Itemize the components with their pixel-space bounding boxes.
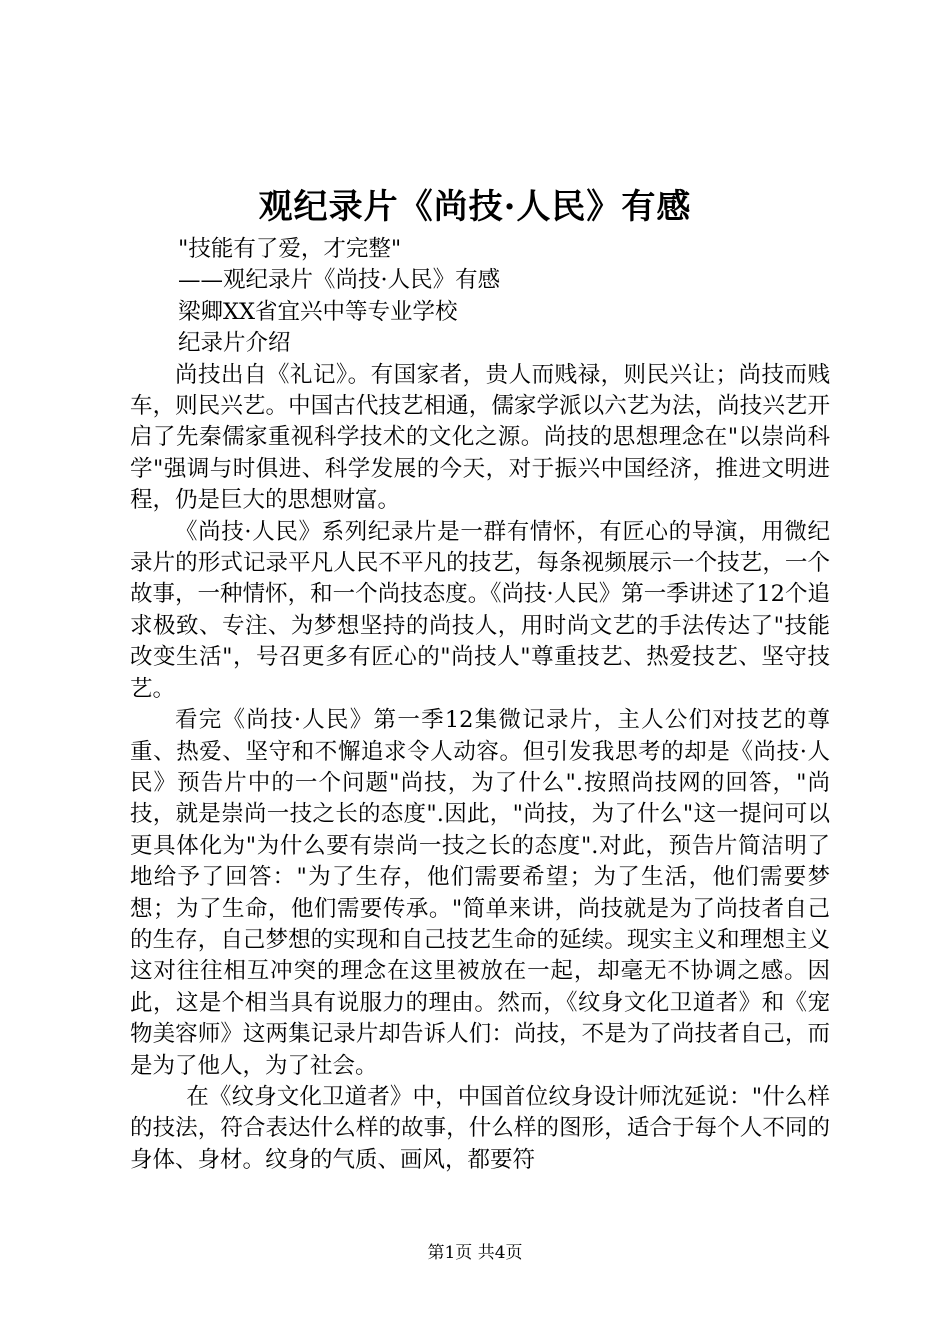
paragraph-3: 看完《尚技·人民》第一季12集微记录片，主人公们对技艺的尊重、热爱、坚守和不懈追求令人动容。但引发我思考的却是《尚技·人民》预告片中的一个问题"尚技，为了什么".按照尚技网的回答，"尚技，就是崇尚一技之长的态度".因此，"尚技，为了什么"这一提问可以更具体化为"为什么要有崇尚一技之长的态度".对此，预告片简洁明了地给予了回答："为了生存，他们需要希望；为了生活，他们需要梦想；为了生命，他们需要传承。"简单来讲，尚技就是为了尚技者自己的生存，自己梦想的实现和自己技艺生命的延续。现实主义和理想主义这对往往相互冲突的理念在这里被放在一起，却毫无不协调之感。因此，这是个相当具有说服力的理由。然而，《纹身文化卫道者》和《宠物美容师》这两集记录片却告诉人们：尚技，不是为了尚技者自己，而是为了他人，为了社会。	[130, 707, 830, 1079]
page-footer: 第1页 共4页	[427, 1243, 523, 1263]
paragraph-1: 尚技出自《礼记》。有国家者，贵人而贱禄，则民兴让；尚技而贱车，则民兴艺。中国古代技艺相通，儒家学派以六艺为法，尚技兴艺开启了先秦儒家重视科学技术的文化之源。尚技的思想理念在"以崇尚科学"强调与时俱进、科学发展的今天，对于振兴中国经济，推进文明进程，仍是巨大的思想财富。	[130, 361, 830, 514]
section-heading: 纪录片介绍	[178, 330, 291, 357]
subtitle-line: ——观纪录片《尚技·人民》有感	[178, 267, 501, 294]
paragraph-4: 在《纹身文化卫道者》中，中国首位纹身设计师沈延说："什么样的技法，符合表达什么样的故事，什么样的图形，适合于每个人不同的身体、身材。纹身的气质、画风，都要符	[130, 1083, 830, 1173]
paragraph-2: 《尚技·人民》系列纪录片是一群有情怀，有匠心的导演，用微纪录片的形式记录平凡人民不平凡的技艺，每条视频展示一个技艺，一个故事，一种情怀，和一个尚技态度。《尚技·人民》第一季讲述了12个追求极致、专注、为梦想坚持的尚技人，用时尚文艺的手法传达了"技能改变生活"，号召更多有匠心的"尚技人"尊重技艺、热爱技艺、坚守技艺。	[130, 518, 830, 702]
document-body	[130, 234, 830, 1176]
author-line: 梁卿XX省宜兴中等专业学校	[178, 298, 458, 325]
document-title: 观纪录片《尚技·人民》有感	[258, 187, 692, 227]
subtitle-quote: "技能有了爱，才完整"	[178, 236, 402, 262]
